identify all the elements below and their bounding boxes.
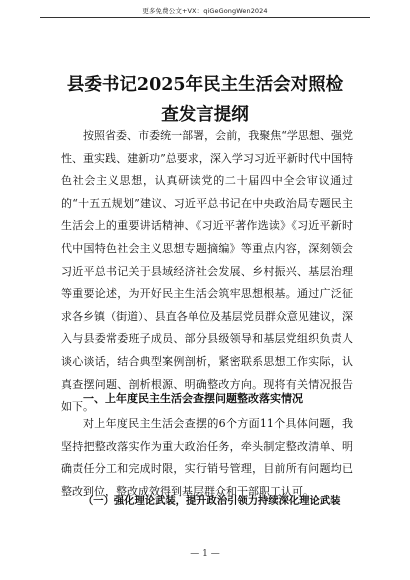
header-divider <box>40 17 370 18</box>
subsection-one-heading: （一）强化理论武装，提升政治引领力持续深化理论武装 <box>83 495 341 507</box>
document-title: 县委书记2025年民主生活会对照检查发言提纲 <box>66 74 344 125</box>
section-one-heading: 一、上年度民主生活会查摆问题整改落实情况 <box>83 392 303 405</box>
section-one-paragraph: 对上年度民主生活会查摆的6个方面11个具体问题，我坚持把整改落实作为重大政治任务，牵头制定整改清单、明确责任分工和完成时限，实行销号管理，目前所有问题均已整改到位，整改成效得到基层群众和干部职工认可。 <box>61 417 353 498</box>
page-number: — 1 — <box>190 549 220 559</box>
header-watermark-note: 更多免费公文+VX：qiGeGongWen2024 <box>142 7 268 15</box>
intro-paragraph: 按照省委、市委统一部署，会前，我聚焦“学思想、强党性、重实践、建新功”总要求，深入学习习近平新时代中国特色社会主义思想，认真研读党的二十届四中全会审议通过的“十五五规划”建议、习近平总书记在中央政治局专题民主生活会上的重要讲话精神、《习近平著作选读》《习近平新时代中国特色社会主义思想专题摘编》等重点内容，深刻领会习近平总书记关于县域经济社会发展、乡村振兴、基层治理等重要论述，为开好民主生活会筑牢思想根基。通过广泛征求各乡镇（街道）、县直各单位及基层党员群众意见建议，深入与县委常委班子成员、部分县级领导和基层党组织负责人谈心谈话，结合典型案例剖析，紧密联系思想工作实际，认真查摆问题、剖析根源、明确整改方向。现将有关情况报告如下。 <box>61 129 353 414</box>
